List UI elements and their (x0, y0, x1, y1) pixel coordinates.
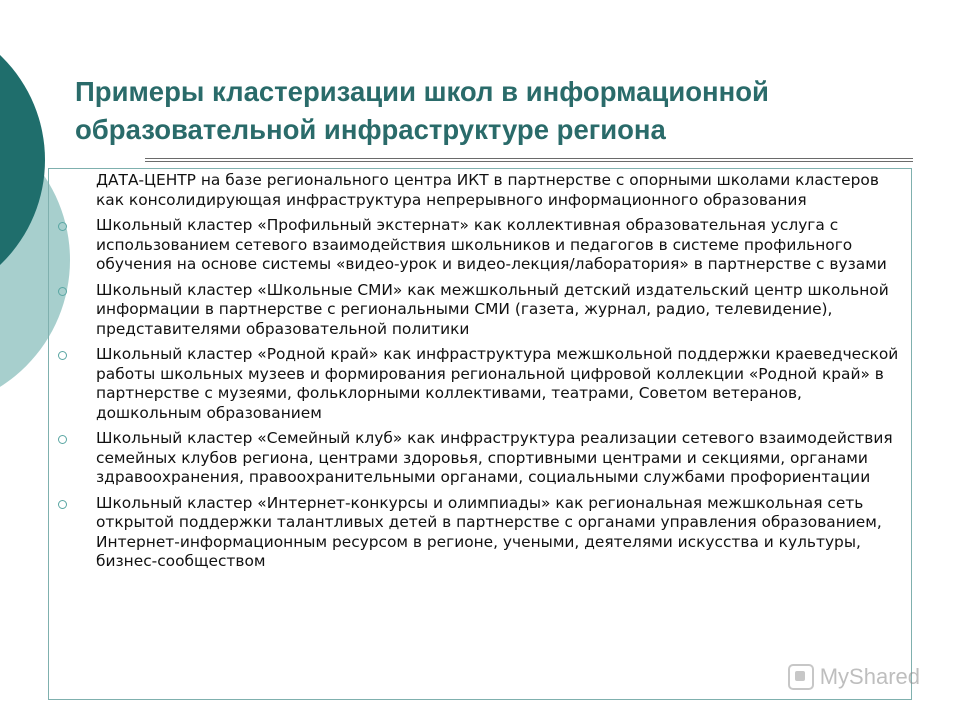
bullet-list (54, 171, 904, 578)
watermark-text: MyShared (819, 664, 920, 689)
bullet-circle-icon (58, 351, 67, 360)
watermark (788, 664, 920, 690)
list-item-text: Школьный кластер «Семейный клуб» как инфраструктура реализации сетевого взаимодействия семейных клубов региона, центрами здоровья, спортивными центрами и секциями, органами здравоохранения, правоохранительными органами, социальными службами профориентации (96, 429, 893, 486)
bullet-circle-icon (58, 222, 67, 231)
bullet-circle-icon (58, 435, 67, 444)
list-item-text: Школьный кластер «Родной край» как инфраструктура межшкольной поддержки краеведческой работы школьных музеев и формирования региональной цифровой коллекции «Родной край» в партнерстве с музеями, фольклорными коллективами, театрами, Советом ветеранов, дошкольным образованием (96, 345, 899, 422)
list-item (54, 345, 904, 423)
list-item-text: Школьный кластер «Интернет-конкурсы и олимпиады» как региональная межшкольная сеть открытой поддержки талантливых детей в партнерстве с органами управления образованием, Интернет-информационным ресурсом в регионе, учеными, деятелями искусства и культуры, бизнес-сообществом (96, 493, 882, 570)
list-item-text: Школьный кластер «Профильный экстернат» как коллективная образовательная услуга с использованием сетевого взаимодействия школьников и педагогов в системе профильного обучения на основе системы «видео-урок и видео-лекция/лаборатория» в партнерстве с вузами (96, 216, 887, 273)
list-item-text: Школьный кластер «Школьные СМИ» как межшкольный детский издательский центр школьной информации в партнерстве с региональными СМИ (газета, журнал, радио, телевидение), представителями образовательной политики (96, 280, 889, 338)
list-item (54, 171, 904, 210)
list-item (54, 494, 904, 572)
slide-title: Примеры кластеризации школ в информационной образовательной инфраструктуре региона (75, 76, 769, 145)
list-item (54, 216, 904, 275)
bullet-circle-icon (58, 500, 67, 509)
list-item-text: ДАТА-ЦЕНТР на базе регионального центра ИКТ в партнерстве с опорными школами кластеров как консолидирующая инфраструктура непрерывного информационного образования (96, 171, 879, 209)
list-item (54, 281, 904, 340)
bullet-circle-icon (58, 287, 67, 296)
myshared-logo-icon (788, 664, 814, 690)
list-item (54, 429, 904, 488)
title-divider (145, 158, 913, 162)
